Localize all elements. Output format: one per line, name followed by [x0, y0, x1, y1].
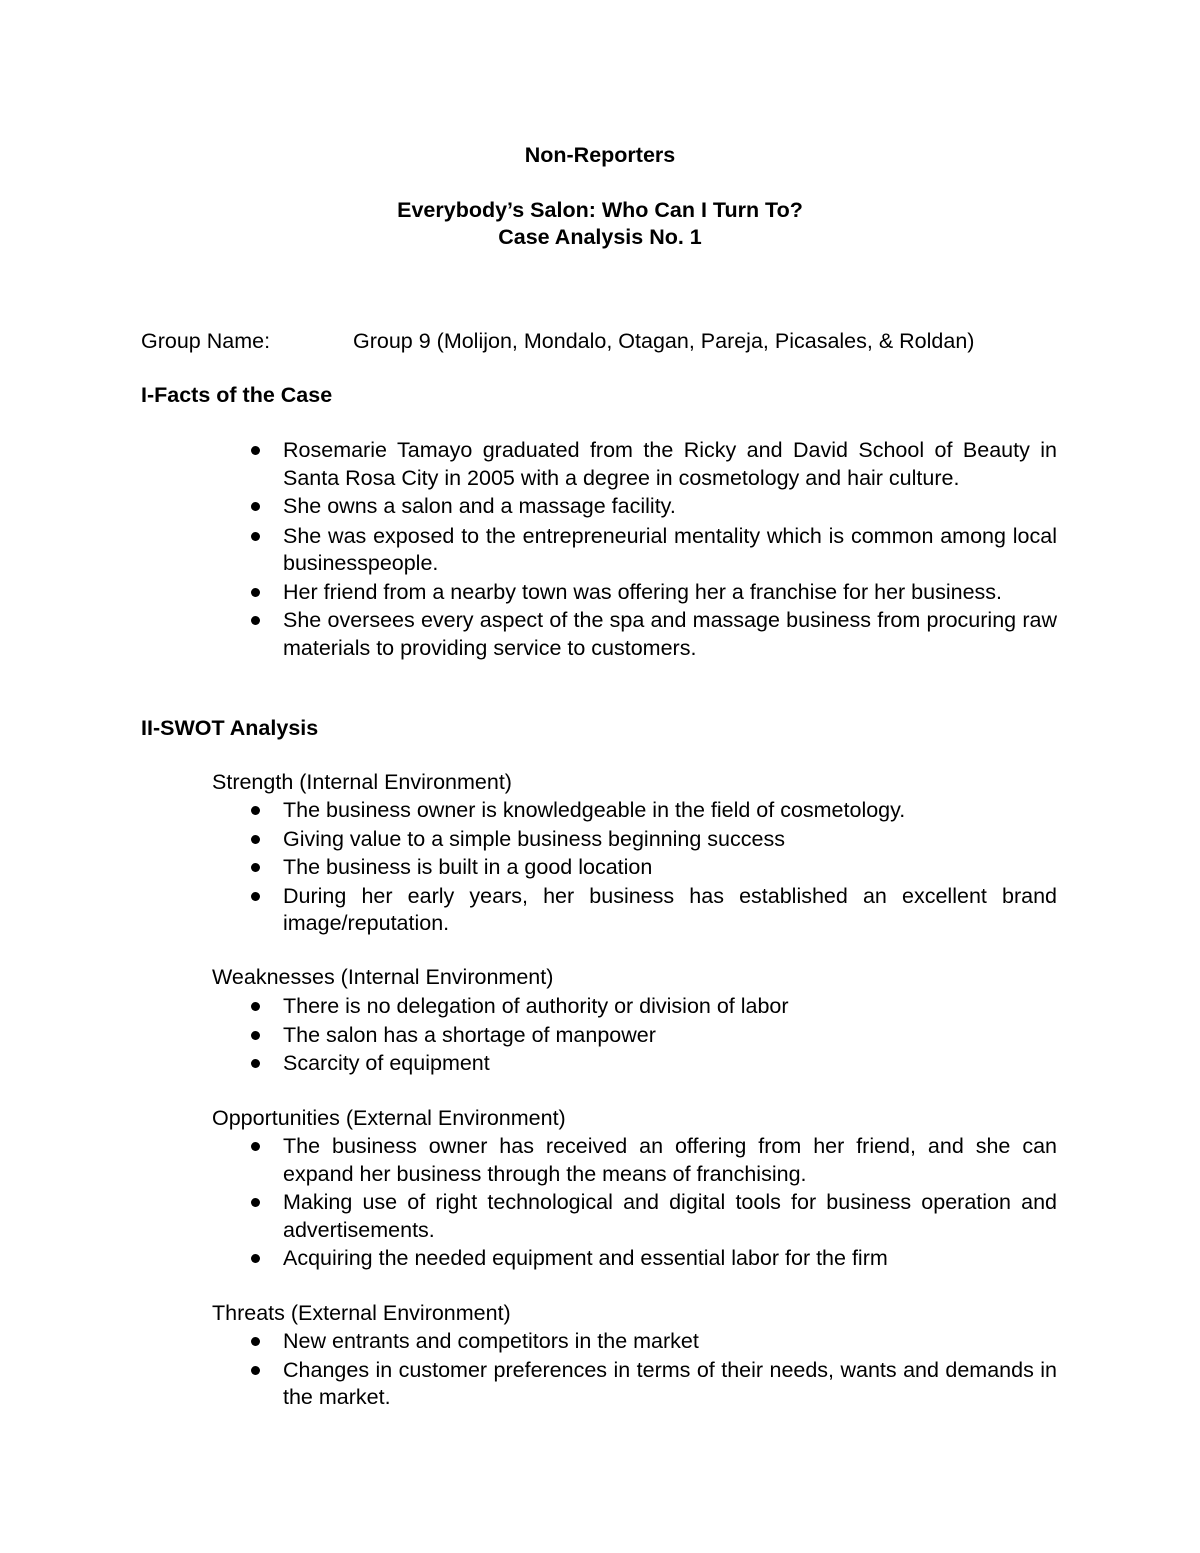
group-name-value: Group 9 (Molijon, Mondalo, Otagan, Pareja, Picasales, & Roldan) — [353, 329, 975, 353]
weaknesses-label: Weaknesses (Internal Environment) — [212, 965, 554, 989]
list-item: The business is built in a good location — [0, 854, 1057, 882]
list-item: Giving value to a simple business beginning success — [0, 826, 1057, 854]
list-item: She owns a salon and a massage facility. — [0, 493, 1057, 521]
weaknesses-list — [0, 993, 1200, 1078]
list-item: Rosemarie Tamayo graduated from the Ricky and David School of Beauty in Santa Rosa City in 2005 with a degree in cosmetology and hair culture. — [0, 437, 1057, 492]
bullet-icon — [251, 1337, 260, 1346]
bullet-icon — [251, 1254, 260, 1263]
bullet-icon — [251, 446, 260, 455]
bullet-icon — [251, 1059, 260, 1068]
bullet-icon — [251, 532, 260, 541]
bullet-icon — [251, 616, 260, 625]
list-item: Her friend from a nearby town was offering her a franchise for her business. — [0, 579, 1057, 607]
swot-heading: II-SWOT Analysis — [141, 716, 319, 740]
list-item: Changes in customer preferences in terms of their needs, wants and demands in the market. — [0, 1357, 1057, 1412]
list-item: The business owner has received an offering from her friend, and she can expand her business through the means of franchising. — [0, 1133, 1057, 1188]
bullet-icon — [251, 892, 260, 901]
bullet-icon — [251, 502, 260, 511]
bullet-icon — [251, 806, 260, 815]
list-item: The salon has a shortage of manpower — [0, 1022, 1057, 1050]
opportunities-list — [0, 1133, 1200, 1273]
list-item: Making use of right technological and digital tools for business operation and advertisements. — [0, 1189, 1057, 1244]
threats-label: Threats (External Environment) — [212, 1301, 511, 1325]
list-item: There is no delegation of authority or division of labor — [0, 993, 1057, 1021]
bullet-icon — [251, 1002, 260, 1011]
bullet-icon — [251, 835, 260, 844]
group-name-label: Group Name: — [141, 329, 271, 353]
document-header: Non-Reporters — [524, 143, 676, 167]
bullet-icon — [251, 1142, 260, 1151]
list-item: She oversees every aspect of the spa and massage business from procuring raw materials to providing service to customers. — [0, 607, 1057, 662]
bullet-icon — [251, 588, 260, 597]
facts-heading: I-Facts of the Case — [141, 383, 333, 407]
list-item: She was exposed to the entrepreneurial mentality which is common among local businesspeople. — [0, 523, 1057, 578]
case-title: Everybody’s Salon: Who Can I Turn To? — [397, 198, 803, 222]
threats-list — [0, 1328, 1200, 1412]
bullet-icon — [251, 1366, 260, 1375]
list-item: Scarcity of equipment — [0, 1050, 1057, 1078]
bullet-icon — [251, 863, 260, 872]
list-item: New entrants and competitors in the market — [0, 1328, 1057, 1356]
case-subtitle: Case Analysis No. 1 — [498, 225, 702, 249]
opportunities-label: Opportunities (External Environment) — [212, 1106, 566, 1130]
facts-list — [0, 437, 1200, 662]
list-item: During her early years, her business has established an excellent brand image/reputation. — [0, 883, 1057, 938]
list-item: The business owner is knowledgeable in the field of cosmetology. — [0, 797, 1057, 825]
strength-list — [0, 797, 1200, 938]
bullet-icon — [251, 1031, 260, 1040]
strength-label: Strength (Internal Environment) — [212, 770, 512, 794]
list-item: Acquiring the needed equipment and essential labor for the firm — [0, 1245, 1057, 1273]
bullet-icon — [251, 1198, 260, 1207]
